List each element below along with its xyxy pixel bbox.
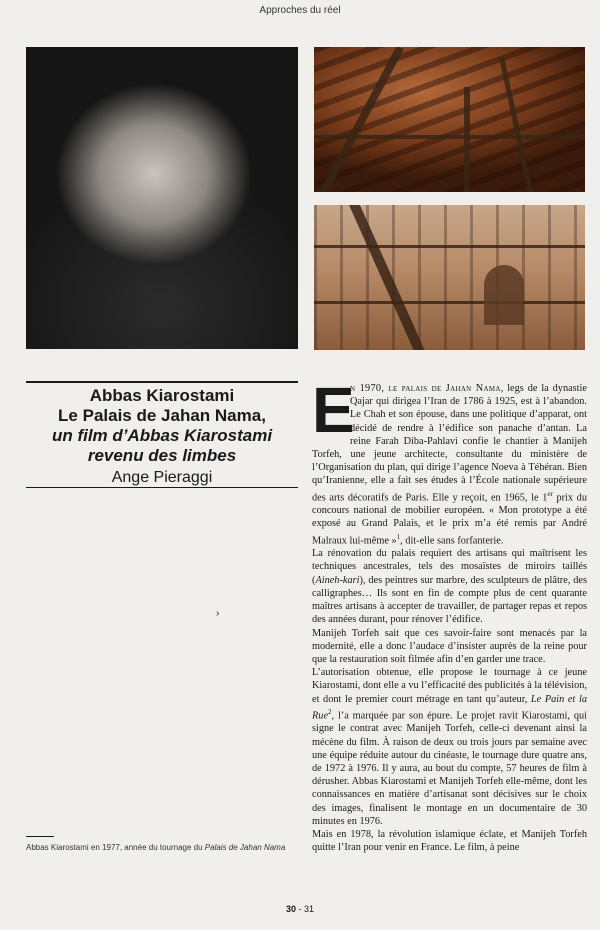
article-title-block bbox=[26, 386, 298, 488]
p4-text-b: , l’a marquée par son épure. Le projet ravit Kiarostami, qui signe le contrat avec Manijeh Torfeh, celle-ci devenant ainsi la mécène du film. À raison de deux ou trois jours par semaine avec une équipe réduite autour du cinéaste, le tournage dure quatre ans, de 1972 à 1976. Il y aura, au bout du compte, 57 heures de film à dérusher. Abbas Kiarostami et Manijeh Torfeh elle-même, dont les connaissances en matière d’artisanat sont décisives sur le choix des images, finalisent le montage en un documentaire de 30 minutes en 1976. bbox=[312, 710, 587, 827]
folio-current-page: 30 bbox=[285, 904, 296, 914]
p1-text: , legs de la dynastie Qajar qui dirigea l’Iran de 1786 à 1925, est à l’abandon. Le Chah et son épouse, dans une politique d’apparat, ont décidé de rendre à l’édifice son panache d’antan. La reine Farah Diba-Pahlavi confie le chantier à Manijeh Torfeh, une jeune architecte, consultante du ministère de l’Organisation du plan, qui dirige l’agence Noeva à Téhéran. Bien qu’Iranienne, elle a fait ses études à l’École nationale supérieure des arts décoratifs de Paris. Elle y reçoit, en 1965, le 1 bbox=[312, 383, 587, 504]
title-bottom-rule bbox=[26, 487, 298, 488]
paragraph-1 bbox=[312, 374, 587, 547]
title-line-2: Le Palais de Jahan Nama, bbox=[58, 406, 266, 425]
author-name: Ange Pieraggi bbox=[111, 469, 213, 486]
footnote-ref-2: 2 bbox=[328, 707, 332, 716]
footnote-ref-1: 1 bbox=[396, 532, 401, 541]
article-body bbox=[312, 374, 587, 854]
p2-italic: Aineh-kari bbox=[315, 574, 360, 586]
caption-prefix: Abbas Kiarostami en 1977, année du tournage du bbox=[26, 843, 205, 852]
p1-text-2: prix du concours national de mobilier européen. « Mon prototype a été exposé au Grand Palais, et le prix m’a été remis par André Malraux lui-même » bbox=[312, 492, 587, 547]
portrait-photo bbox=[26, 47, 298, 349]
page-folio bbox=[0, 904, 600, 914]
caption-rule bbox=[26, 836, 54, 837]
folio-separator: - bbox=[296, 904, 304, 914]
caption-film-title: Palais de Jahan Nama bbox=[204, 843, 286, 852]
paragraph-4 bbox=[312, 666, 587, 828]
paragraph-2 bbox=[312, 547, 587, 626]
p1-text-3: , dit-elle sans forfanterie. bbox=[400, 535, 504, 547]
palace-scaffolding-photo bbox=[314, 205, 585, 350]
stray-mark: › bbox=[216, 608, 220, 619]
running-head: Approches du réel bbox=[259, 5, 341, 16]
title-name: Abbas Kiarostami bbox=[89, 386, 235, 405]
p4-italic-film-title: Le Pain et la Rue bbox=[312, 693, 587, 722]
p2-text-a: La rénovation du palais requiert des artisans qui maîtrisent les techniques ancestrales, tels des mosaïstes de miroirs taillés ( bbox=[312, 548, 587, 586]
title-line-4: revenu des limbes bbox=[87, 446, 237, 465]
paragraph-3: Manijeh Torfeh sait que ces savoir-faire sont menacés par la modernité, elle a donc l’audace d’insister auprès de la reine pour que la restauration soit filmée afin d’en garder une trace. bbox=[312, 627, 587, 665]
p2-text-b: ), des peintres sur marbre, des sculpteurs de plâtre, des calligraphes… Ils sont en fin de compte plus de cent quarante maîtres artisans à accepter de travailler, de partager repas et repos des années durant, pour rénover l’édifice. bbox=[312, 574, 587, 626]
title-top-rule bbox=[26, 381, 298, 383]
folio-next-page: 31 bbox=[304, 904, 315, 914]
photo-caption bbox=[26, 843, 326, 852]
palace-ceiling-photo bbox=[314, 47, 585, 192]
p1-superscript: er bbox=[547, 489, 553, 498]
drop-cap: E bbox=[312, 374, 355, 446]
opening-smallcaps: n 1970, le palais de Jahan Nama bbox=[350, 383, 501, 394]
paragraph-5: Mais en 1978, la révolution islamique éclate, et Manijeh Torfeh quitte l’Iran pour venir en France. Le film, à peine bbox=[312, 828, 587, 854]
p4-text-a: L’autorisation obtenue, elle propose le tournage à ce jeune Kiarostami, dont elle a vu l’efficacité des publicités à la télévision, et dont le premier court métrage en tant qu’auteur, bbox=[312, 667, 587, 705]
title-line-3: un film d’Abbas Kiarostami bbox=[51, 426, 273, 445]
